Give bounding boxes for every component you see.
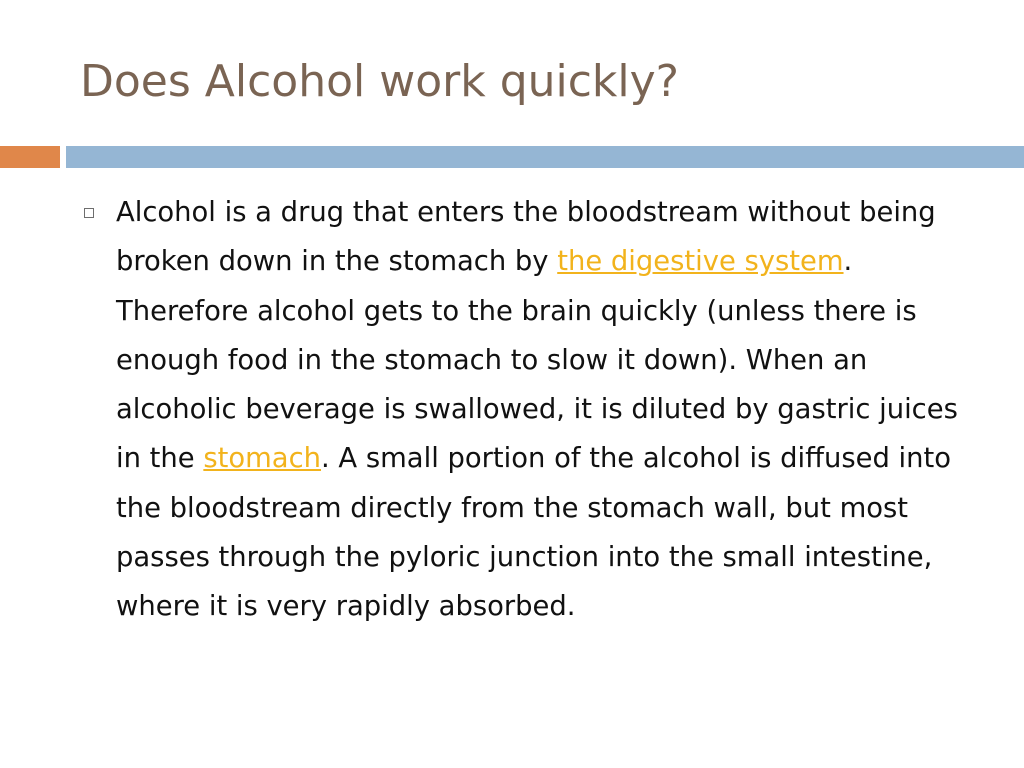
bullet-paragraph: [116, 188, 986, 632]
bullet-text-segment: Alcohol is a drug that enters the bloodstream without being broken down in the stomach by: [116, 197, 936, 278]
digestive-system-link[interactable]: the digestive system: [557, 246, 844, 278]
bullet-text-segment: . A small portion of the alcohol is diffused into the bloodstream directly from the stomach wall, but most passes through the pyloric junction into the small intestine, where it is very rapidly absorbed.: [116, 443, 952, 623]
divider-bar: [66, 146, 1024, 168]
stomach-link[interactable]: stomach: [203, 443, 321, 475]
square-bullet-icon: [84, 208, 94, 218]
bullet-text-segment: . Therefore alcohol gets to the brain quickly (unless there is enough food in the stomach to slow it down). When an alcoholic beverage is swallowed, it is diluted by gastric juices in the: [116, 246, 958, 475]
slide-title: Does Alcohol work quickly?: [80, 56, 680, 107]
accent-bar: [0, 146, 60, 168]
